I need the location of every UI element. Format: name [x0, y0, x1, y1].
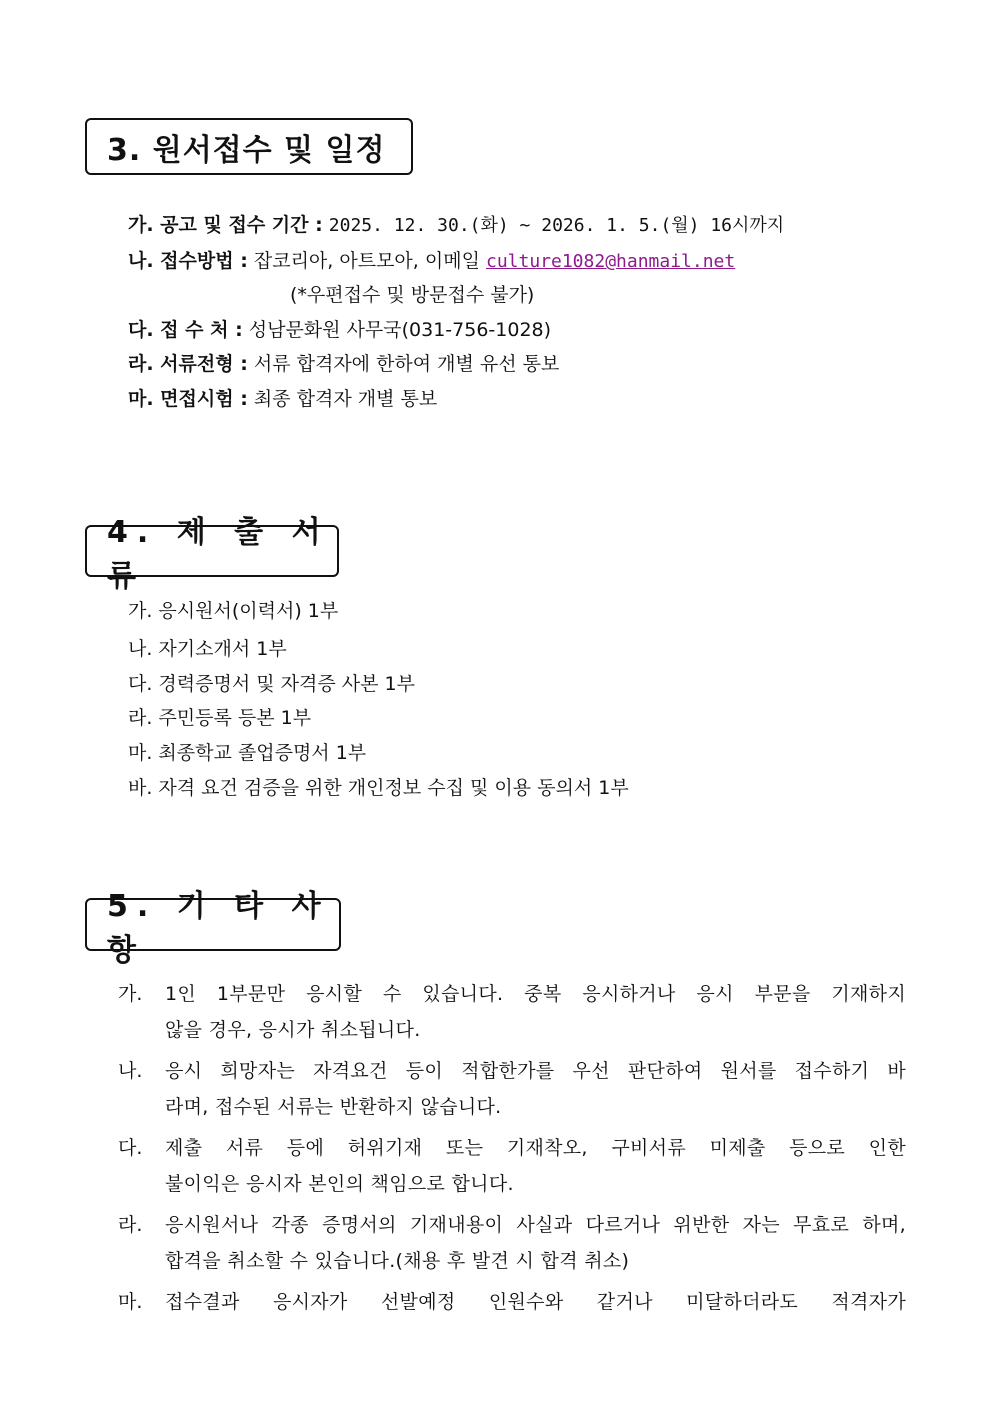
- submission-method-value: 잡코리아, 아트모아, 이메일: [253, 250, 480, 272]
- schedule-period-value: 2025. 12. 30.(화) ~ 2026. 1. 5.(월) 16시까지: [328, 215, 785, 236]
- interview-value: 최종 합격자 개별 통보: [253, 388, 438, 410]
- note-item: [118, 1284, 906, 1320]
- schedule-period: [128, 213, 784, 238]
- submission-method-label: 나. 접수방법 :: [128, 250, 248, 272]
- email-link[interactable]: culture1082@hanmail.net: [485, 251, 736, 272]
- list-item: 나. 자기소개서 1부: [128, 638, 287, 660]
- section-3-title: 3. 원서접수 및 일정: [107, 132, 386, 168]
- note-item: [118, 1053, 906, 1125]
- note-marker: 가.: [118, 983, 143, 1005]
- list-item: 다. 경력증명서 및 자격증 사본 1부: [128, 673, 415, 695]
- note-line: 불이익은 응시자 본인의 책임으로 합니다.: [165, 1173, 514, 1195]
- submission-method-note: (*우편접수 및 방문접수 불가): [290, 284, 535, 306]
- note-line: 제출 서류 등에 허위기재 또는 기재착오, 구비서류 미제출 등으로 인한: [165, 1137, 906, 1159]
- submission-place-value: 성남문화원 사무국(031-756-1028): [248, 319, 552, 341]
- schedule-period-label: 가. 공고 및 접수 기간 :: [128, 214, 323, 236]
- section-4-heading: [85, 515, 339, 594]
- note-line: 않을 경우, 응시가 취소됩니다.: [165, 1019, 421, 1041]
- note-line: 합격을 취소할 수 있습니다.(채용 후 발견 시 합격 취소): [165, 1250, 630, 1272]
- note-line: 응시원서나 각종 증명서의 기재내용이 사실과 다르거나 위반한 자는 무효로 하며,: [165, 1214, 906, 1236]
- note-line: 접수결과 응시자가 선발예정 인원수와 같거나 미달하더라도 적격자가: [165, 1291, 906, 1313]
- note-line: 1인 1부문만 응시할 수 있습니다. 중복 응시하거나 응시 부문을 기재하지: [165, 983, 906, 1005]
- note-item: [118, 1130, 906, 1202]
- section-5-heading: [85, 888, 341, 968]
- interview-label: 마. 면접시험 :: [128, 388, 248, 410]
- note-marker: 나.: [118, 1060, 143, 1082]
- note-line: 응시 희망자는 자격요건 등이 적합한가를 우선 판단하여 원서를 접수하기 바: [165, 1060, 906, 1082]
- section-3-heading: [85, 118, 413, 175]
- note-item: [118, 1207, 906, 1279]
- list-item: 라. 주민등록 등본 1부: [128, 707, 312, 729]
- document-screening: [128, 352, 559, 376]
- interview: [128, 387, 437, 411]
- note-marker: 마.: [118, 1291, 143, 1313]
- note-marker: 다.: [118, 1137, 143, 1159]
- note-item: [118, 976, 906, 1048]
- section-5-title: 5. 기 타 사 항: [107, 888, 330, 968]
- section-4-title: 4. 제 출 서 류: [107, 515, 330, 594]
- note-marker: 라.: [118, 1214, 143, 1236]
- document-screening-label: 라. 서류전형 :: [128, 353, 248, 375]
- list-item: 바. 자격 요건 검증을 위한 개인정보 수집 및 이용 동의서 1부: [128, 777, 629, 799]
- submission-method: [128, 249, 735, 274]
- note-line: 라며, 접수된 서류는 반환하지 않습니다.: [165, 1096, 502, 1118]
- document-screening-value: 서류 합격자에 한하여 개별 유선 통보: [253, 353, 560, 375]
- submission-place-label: 다. 접 수 처 :: [128, 319, 243, 341]
- list-item: 마. 최종학교 졸업증명서 1부: [128, 742, 367, 764]
- submission-place: [128, 318, 551, 342]
- list-item: 가. 응시원서(이력서) 1부: [128, 600, 339, 622]
